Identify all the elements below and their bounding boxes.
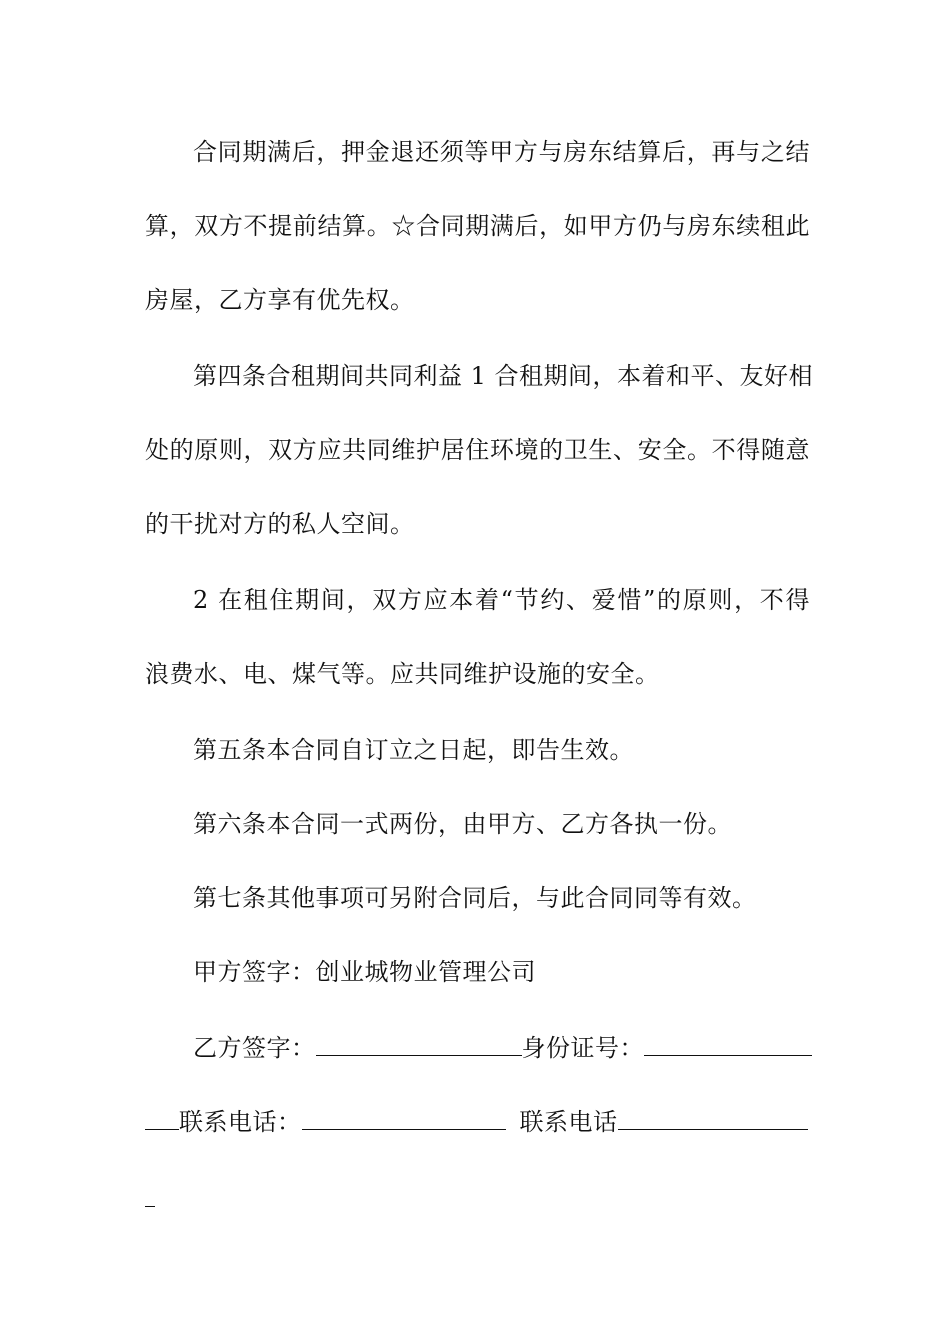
article-7: 第七条其他事项可另附合同后，与此合同同等有效。	[193, 884, 757, 912]
phone-label-2: 联系电话	[519, 1108, 618, 1136]
paragraph-1-line-2: 算，双方不提前结算。☆合同期满后，如甲方仍与房东续租此	[145, 212, 810, 240]
phone-label-1: 联系电话：	[179, 1108, 302, 1136]
paragraph-2-line-3: 的干扰对方的私人空间。	[145, 510, 415, 538]
phone-blank-1[interactable]	[302, 1107, 506, 1130]
phone-line	[145, 1106, 810, 1138]
party-b-signature-blank[interactable]	[316, 1033, 522, 1056]
paragraph-3-line-1: 2 在租住期间，双方应本着“节约、爱惜”的原则，不得	[193, 586, 810, 614]
id-number-blank-continued[interactable]	[145, 1107, 179, 1130]
phone-blank-2[interactable]	[618, 1107, 808, 1130]
id-number-label: 身份证号：	[521, 1034, 644, 1062]
party-a-signature-line	[193, 956, 810, 988]
party-b-label: 乙方签字：	[193, 1034, 316, 1062]
party-a-label: 甲方签字：	[193, 958, 316, 986]
paragraph-1-line-1: 合同期满后，押金退还须等甲方与房东结算后，再与之结	[193, 138, 810, 166]
paragraph-2-line-2: 处的原则，双方应共同维护居住环境的卫生、安全。不得随意	[145, 436, 810, 464]
paragraph-2-line-1: 第四条合租期间共同利益 1 合租期间，本着和平、友好相	[193, 362, 814, 390]
phone-blank-2-continued	[145, 1206, 155, 1207]
paragraph-3-line-2: 浪费水、电、煤气等。应共同维护设施的安全。	[145, 660, 660, 688]
party-a-value: 创业城物业管理公司	[315, 958, 536, 986]
party-b-signature-line	[193, 1032, 810, 1064]
article-5: 第五条本合同自订立之日起，即告生效。	[193, 736, 634, 764]
id-number-blank[interactable]	[644, 1033, 812, 1056]
article-6: 第六条本合同一式两份，由甲方、乙方各执一份。	[193, 810, 732, 838]
paragraph-1-line-3: 房屋，乙方享有优先权。	[145, 286, 415, 314]
